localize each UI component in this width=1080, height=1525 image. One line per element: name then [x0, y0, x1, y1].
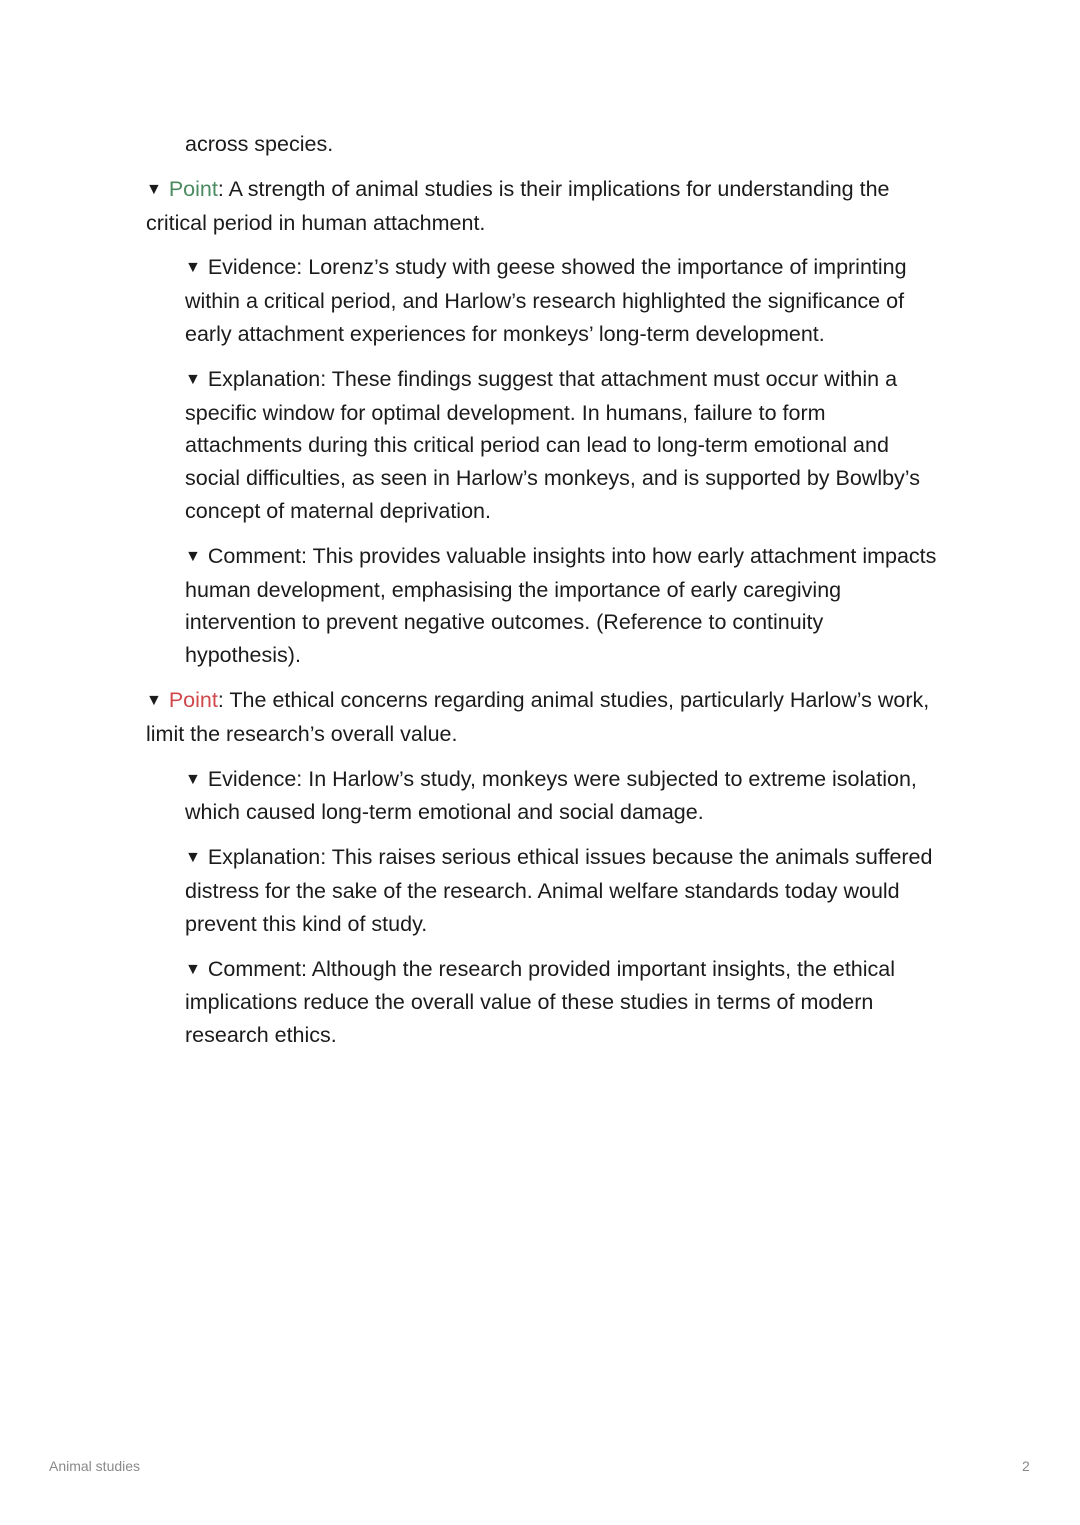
point-text: : The ethical concerns regarding animal studies, particularly Harlow’s work, limit the research’s overall value. — [146, 687, 930, 746]
toggle-comment[interactable] — [185, 540, 941, 672]
continuation-text: across species. — [185, 132, 334, 156]
point-text: : A strength of animal studies is their implications for understanding the critical period in human attachment. — [146, 176, 890, 235]
toggle-triangle-icon[interactable]: ▼ — [185, 370, 201, 388]
explanation-text: Explanation: These findings suggest that attachment must occur within a specific window for optimal development. In humans, failure to form attachments during this critical period can lead to long-term emotional and social difficulties, as seen in Harlow’s monkeys, and is supported by Bowlby’s concept of maternal deprivation. — [185, 366, 920, 523]
toggle-explanation[interactable] — [185, 363, 941, 528]
toggle-evidence[interactable] — [185, 251, 941, 350]
footer-title: Animal studies — [49, 1458, 141, 1474]
toggle-evidence[interactable] — [185, 763, 941, 830]
toggle-triangle-icon[interactable]: ▼ — [185, 547, 201, 565]
point-label: Point — [168, 176, 218, 201]
toggle-triangle-icon[interactable]: ▼ — [185, 849, 201, 867]
comment-text: Comment: This provides valuable insights into how early attachment impacts human development, emphasising the importance of early caregiving intervention to prevent negative outcomes. (Reference to continuity hypothesis). — [185, 543, 937, 668]
page-number: 2 — [1022, 1458, 1030, 1474]
toggle-triangle-icon[interactable]: ▼ — [185, 259, 201, 277]
toggle-triangle-icon[interactable]: ▼ — [146, 691, 162, 709]
toggle-comment[interactable] — [185, 953, 941, 1052]
toggle-point-ethics[interactable] — [146, 684, 941, 751]
toggle-point-strength[interactable] — [146, 173, 941, 240]
evidence-text: Evidence: In Harlow’s study, monkeys were subjected to extreme isolation, which caused long-term emotional and social damage. — [185, 766, 917, 825]
explanation-text: Explanation: This raises serious ethical issues because the animals suffered distress for the sake of the research. Animal welfare standards today would prevent this kind of study. — [185, 845, 933, 936]
comment-text: Comment: Although the research provided important insights, the ethical implications reduce the overall value of these studies in terms of modern research ethics. — [185, 956, 896, 1048]
toggle-explanation[interactable] — [185, 841, 941, 940]
toggle-triangle-icon[interactable]: ▼ — [146, 180, 162, 198]
evidence-text: Evidence: Lorenz’s study with geese showed the importance of imprinting within a critical period, and Harlow’s research highlighted the significance of early attachment experiences for monkeys’ long-term development. — [185, 255, 907, 346]
toggle-triangle-icon[interactable]: ▼ — [185, 770, 201, 788]
point-label: Point — [168, 687, 218, 712]
toggle-triangle-icon[interactable]: ▼ — [185, 960, 201, 978]
document-body — [146, 128, 941, 1052]
